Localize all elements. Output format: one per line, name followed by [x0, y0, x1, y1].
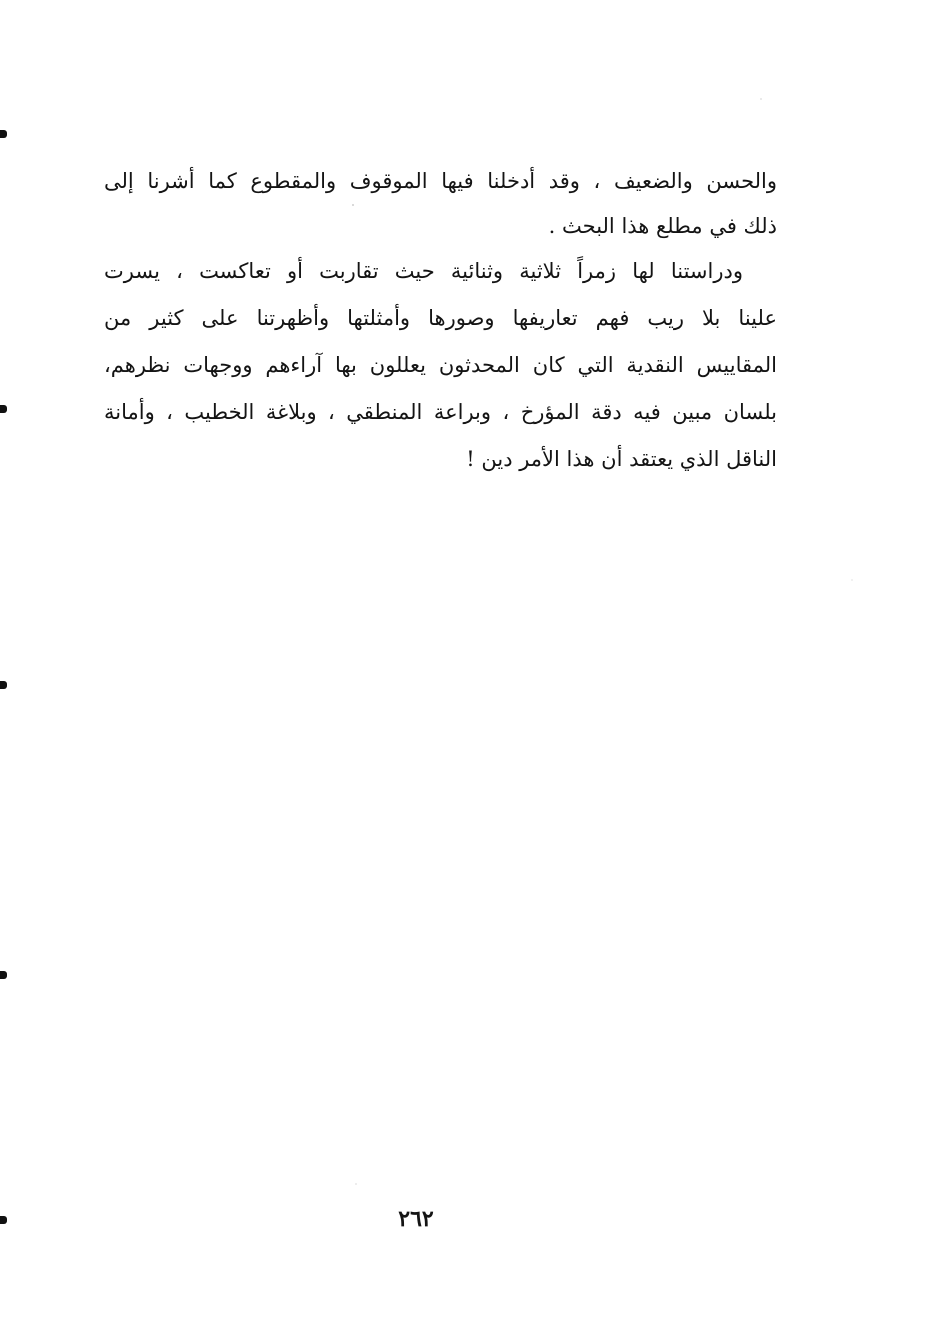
binding-hole-mark: [0, 405, 7, 413]
text-line: ودراستنا لها زمراً ثلاثية وثنائية حيث تقاربت أو تعاكست ، يسرت: [104, 259, 743, 283]
text-line: والحسن والضعيف ، وقد أدخلنا فيها الموقوف والمقطوع كما أشرنا إلى: [104, 169, 777, 193]
body-text: [104, 158, 777, 483]
binding-hole-mark: [0, 971, 7, 979]
text-line: المقاييس النقدية التي كان المحدثون يعللون بها آراءهم ووجهات نظرهم،: [104, 353, 777, 377]
paragraph-2: [104, 248, 777, 483]
text-line: علينا بلا ريب فهم تعاريفها وصورها وأمثلتها وأظهرتنا على كثير من: [104, 306, 777, 330]
text-line: ذلك في مطلع هذا البحث .: [548, 214, 777, 238]
paragraph-1: [104, 158, 777, 248]
text-line: الناقل الذي يعتقد أن هذا الأمر دين !: [466, 447, 777, 471]
scan-speck: [851, 579, 853, 581]
page-number: ٢٦٢: [398, 1206, 434, 1232]
scan-speck: [355, 1183, 357, 1185]
scan-speck: [760, 98, 762, 100]
binding-hole-mark: [0, 1216, 7, 1224]
binding-hole-mark: [0, 130, 7, 138]
binding-hole-mark: [0, 681, 7, 689]
text-line: بلسان مبين فيه دقة المؤرخ ، وبراعة المنطقي ، وبلاغة الخطيب ، وأمانة: [104, 400, 777, 424]
